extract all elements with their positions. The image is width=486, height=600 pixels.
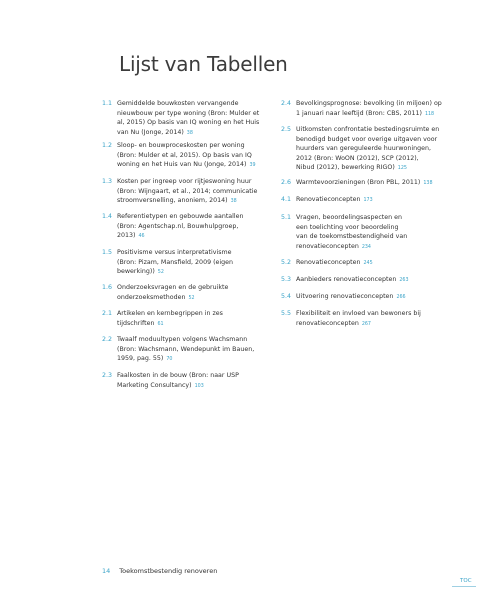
table-page-number[interactable]: 267 — [361, 321, 371, 327]
table-entry[interactable] — [102, 99, 259, 138]
table-page-number[interactable]: 38 — [186, 130, 193, 136]
table-entry[interactable] — [102, 335, 254, 365]
table-caption-text: Onderzoeksvragen en de gebruikte onderzoeksmethoden — [117, 284, 229, 301]
table-entry[interactable] — [102, 309, 223, 329]
table-caption — [117, 371, 239, 391]
table-page-number[interactable]: 138 — [423, 181, 433, 186]
table-number: 1.5 — [102, 249, 113, 256]
table-page-number[interactable]: 125 — [397, 166, 407, 171]
table-page-number[interactable]: 234 — [361, 244, 371, 250]
table-caption-text: Gemiddelde bouwkosten vervangende nieuwbouw per type woning (Bron: Mulder et al, 2015) Op basis van IQ woning en het Huis van Nu (Jonge, 2014) — [117, 100, 260, 136]
table-page-number[interactable]: 263 — [399, 278, 409, 283]
table-number: 2.6 — [281, 179, 292, 186]
table-number: 2.5 — [281, 126, 292, 133]
table-caption — [296, 292, 406, 303]
table-entry[interactable] — [281, 292, 406, 303]
table-page-number[interactable]: 52 — [157, 270, 164, 275]
table-caption — [117, 212, 244, 242]
table-caption-text: Referentietypen en gebouwde aantallen (Bron: Agentschap.nl, Bouwhulpgroep, 2013) — [117, 213, 244, 239]
table-number: 5.3 — [281, 276, 292, 283]
table-page-number[interactable]: 38 — [230, 199, 237, 204]
table-entry[interactable] — [102, 283, 228, 303]
table-entry[interactable] — [281, 195, 373, 206]
table-page-number[interactable]: 173 — [363, 198, 373, 203]
table-entry[interactable] — [102, 177, 257, 207]
table-number: 5.4 — [281, 293, 292, 300]
table-number: 2.1 — [102, 310, 113, 317]
table-caption-text: Vragen, beoordelingsaspecten en een toelichting voor beoordeling van de toekomstbestendigheid van renovatieconcepten — [296, 214, 408, 250]
table-caption-text: Renovatieconcepten — [296, 196, 361, 203]
table-number: 1.4 — [102, 213, 113, 220]
table-number: 1.3 — [102, 178, 113, 185]
table-caption — [296, 125, 439, 174]
table-caption-text: Sloop- en bouwproceskosten per woning (Bron: Mulder et al, 2015). Op basis van IQ woning en het Huis van Nu (Jonge, 2014) — [117, 142, 252, 168]
table-caption — [296, 258, 373, 269]
table-caption — [296, 99, 442, 119]
table-number: 4.1 — [281, 196, 292, 203]
table-page-number[interactable]: 266 — [396, 295, 406, 300]
table-caption-text: Positivisme versus interpretativisme (Bron: Pizam, Mansfield, 2009 (eigen bewerking)) — [117, 249, 234, 275]
table-caption — [117, 309, 223, 329]
table-entry[interactable] — [281, 125, 439, 174]
table-entry[interactable] — [281, 99, 442, 119]
table-page-number[interactable]: 52 — [188, 295, 195, 301]
footer-book-title: Toekomstbestendig renoveren — [119, 567, 218, 575]
table-caption — [296, 309, 421, 329]
toc-link[interactable]: TOC — [460, 578, 472, 584]
table-caption — [296, 195, 373, 206]
table-page-number[interactable]: 118 — [424, 111, 435, 117]
table-page-number[interactable]: 61 — [157, 321, 164, 327]
table-number: 2.4 — [281, 100, 292, 107]
table-entry[interactable] — [102, 212, 244, 242]
table-caption-text: Kosten per ingreep voor rijtjeswoning huur (Bron: Wijngaart, et al., 2014; communicatie stroomversnelling, anoniem, 2014) — [117, 178, 258, 204]
table-number: 5.2 — [281, 259, 292, 266]
table-caption-text: Renovatieconcepten — [296, 259, 361, 266]
table-number: 5.5 — [281, 310, 292, 317]
table-caption-text: Flexibiliteit en invloed van bewoners bij renovatieconcepten — [296, 310, 421, 327]
table-caption — [117, 335, 254, 365]
page-title: Lijst van Tabellen — [119, 52, 288, 76]
table-caption-text: Uitvoering renovatieconcepten — [296, 293, 394, 300]
table-page-number[interactable]: 70 — [166, 357, 173, 362]
table-caption — [117, 177, 257, 207]
table-number: 1.1 — [102, 100, 113, 107]
toc-underline — [452, 586, 476, 587]
table-entry[interactable] — [102, 371, 239, 391]
table-number: 1.2 — [102, 142, 113, 149]
table-number: 2.2 — [102, 336, 113, 343]
table-entry[interactable] — [281, 213, 407, 252]
table-page-number[interactable]: 103 — [194, 383, 204, 389]
table-page-number[interactable]: 245 — [363, 261, 373, 266]
table-entry[interactable] — [281, 275, 409, 286]
table-caption-text: Artikelen en kernbegrippen in zes tijdschriften — [117, 310, 223, 327]
table-entry[interactable] — [281, 178, 433, 189]
table-caption-text: Uitkomsten confrontatie bestedingsruimte en benodigd budget voor overige uitgaven voor huurders van gereguleerde huurwoningen, 2012 (Bron: WoON (2012), SCP (2012), Nibud (2012), bewerking RIGO) — [296, 126, 440, 171]
table-entry[interactable] — [281, 258, 373, 269]
table-entry[interactable] — [281, 309, 421, 329]
table-caption — [296, 275, 409, 286]
table-caption-text: Bevolkingsprognose: bevolking (in miljoen) op 1 januari naar leeftijd (Bron: CBS, 2011) — [296, 100, 442, 117]
table-entry[interactable] — [102, 248, 233, 278]
table-entry[interactable] — [102, 141, 256, 171]
table-caption-text: Aanbieders renovatieconcepten — [296, 276, 397, 283]
table-page-number[interactable]: 46 — [138, 234, 145, 239]
footer-page-number: 14 — [102, 567, 111, 575]
table-caption-text: Warmtevoorzieningen (Bron PBL, 2011) — [296, 179, 421, 186]
table-number: 2.3 — [102, 372, 113, 379]
table-number: 5.1 — [281, 214, 292, 221]
table-number: 1.6 — [102, 284, 113, 291]
table-caption — [296, 178, 433, 189]
table-caption-text: Faalkosten in de bouw (Bron: naar USP Marketing Consultancy) — [117, 372, 239, 389]
table-caption-text: Twaalf moduultypen volgens Wachsmann (Bron: Wachsmann, Wendepunkt im Bauen, 1959, pag. 55) — [117, 336, 255, 362]
table-caption — [296, 213, 407, 252]
table-page-number[interactable]: 39 — [249, 163, 256, 168]
table-caption — [117, 141, 256, 171]
table-caption — [117, 99, 259, 138]
table-caption — [117, 248, 233, 278]
table-caption — [117, 283, 228, 303]
page-footer — [102, 567, 217, 575]
